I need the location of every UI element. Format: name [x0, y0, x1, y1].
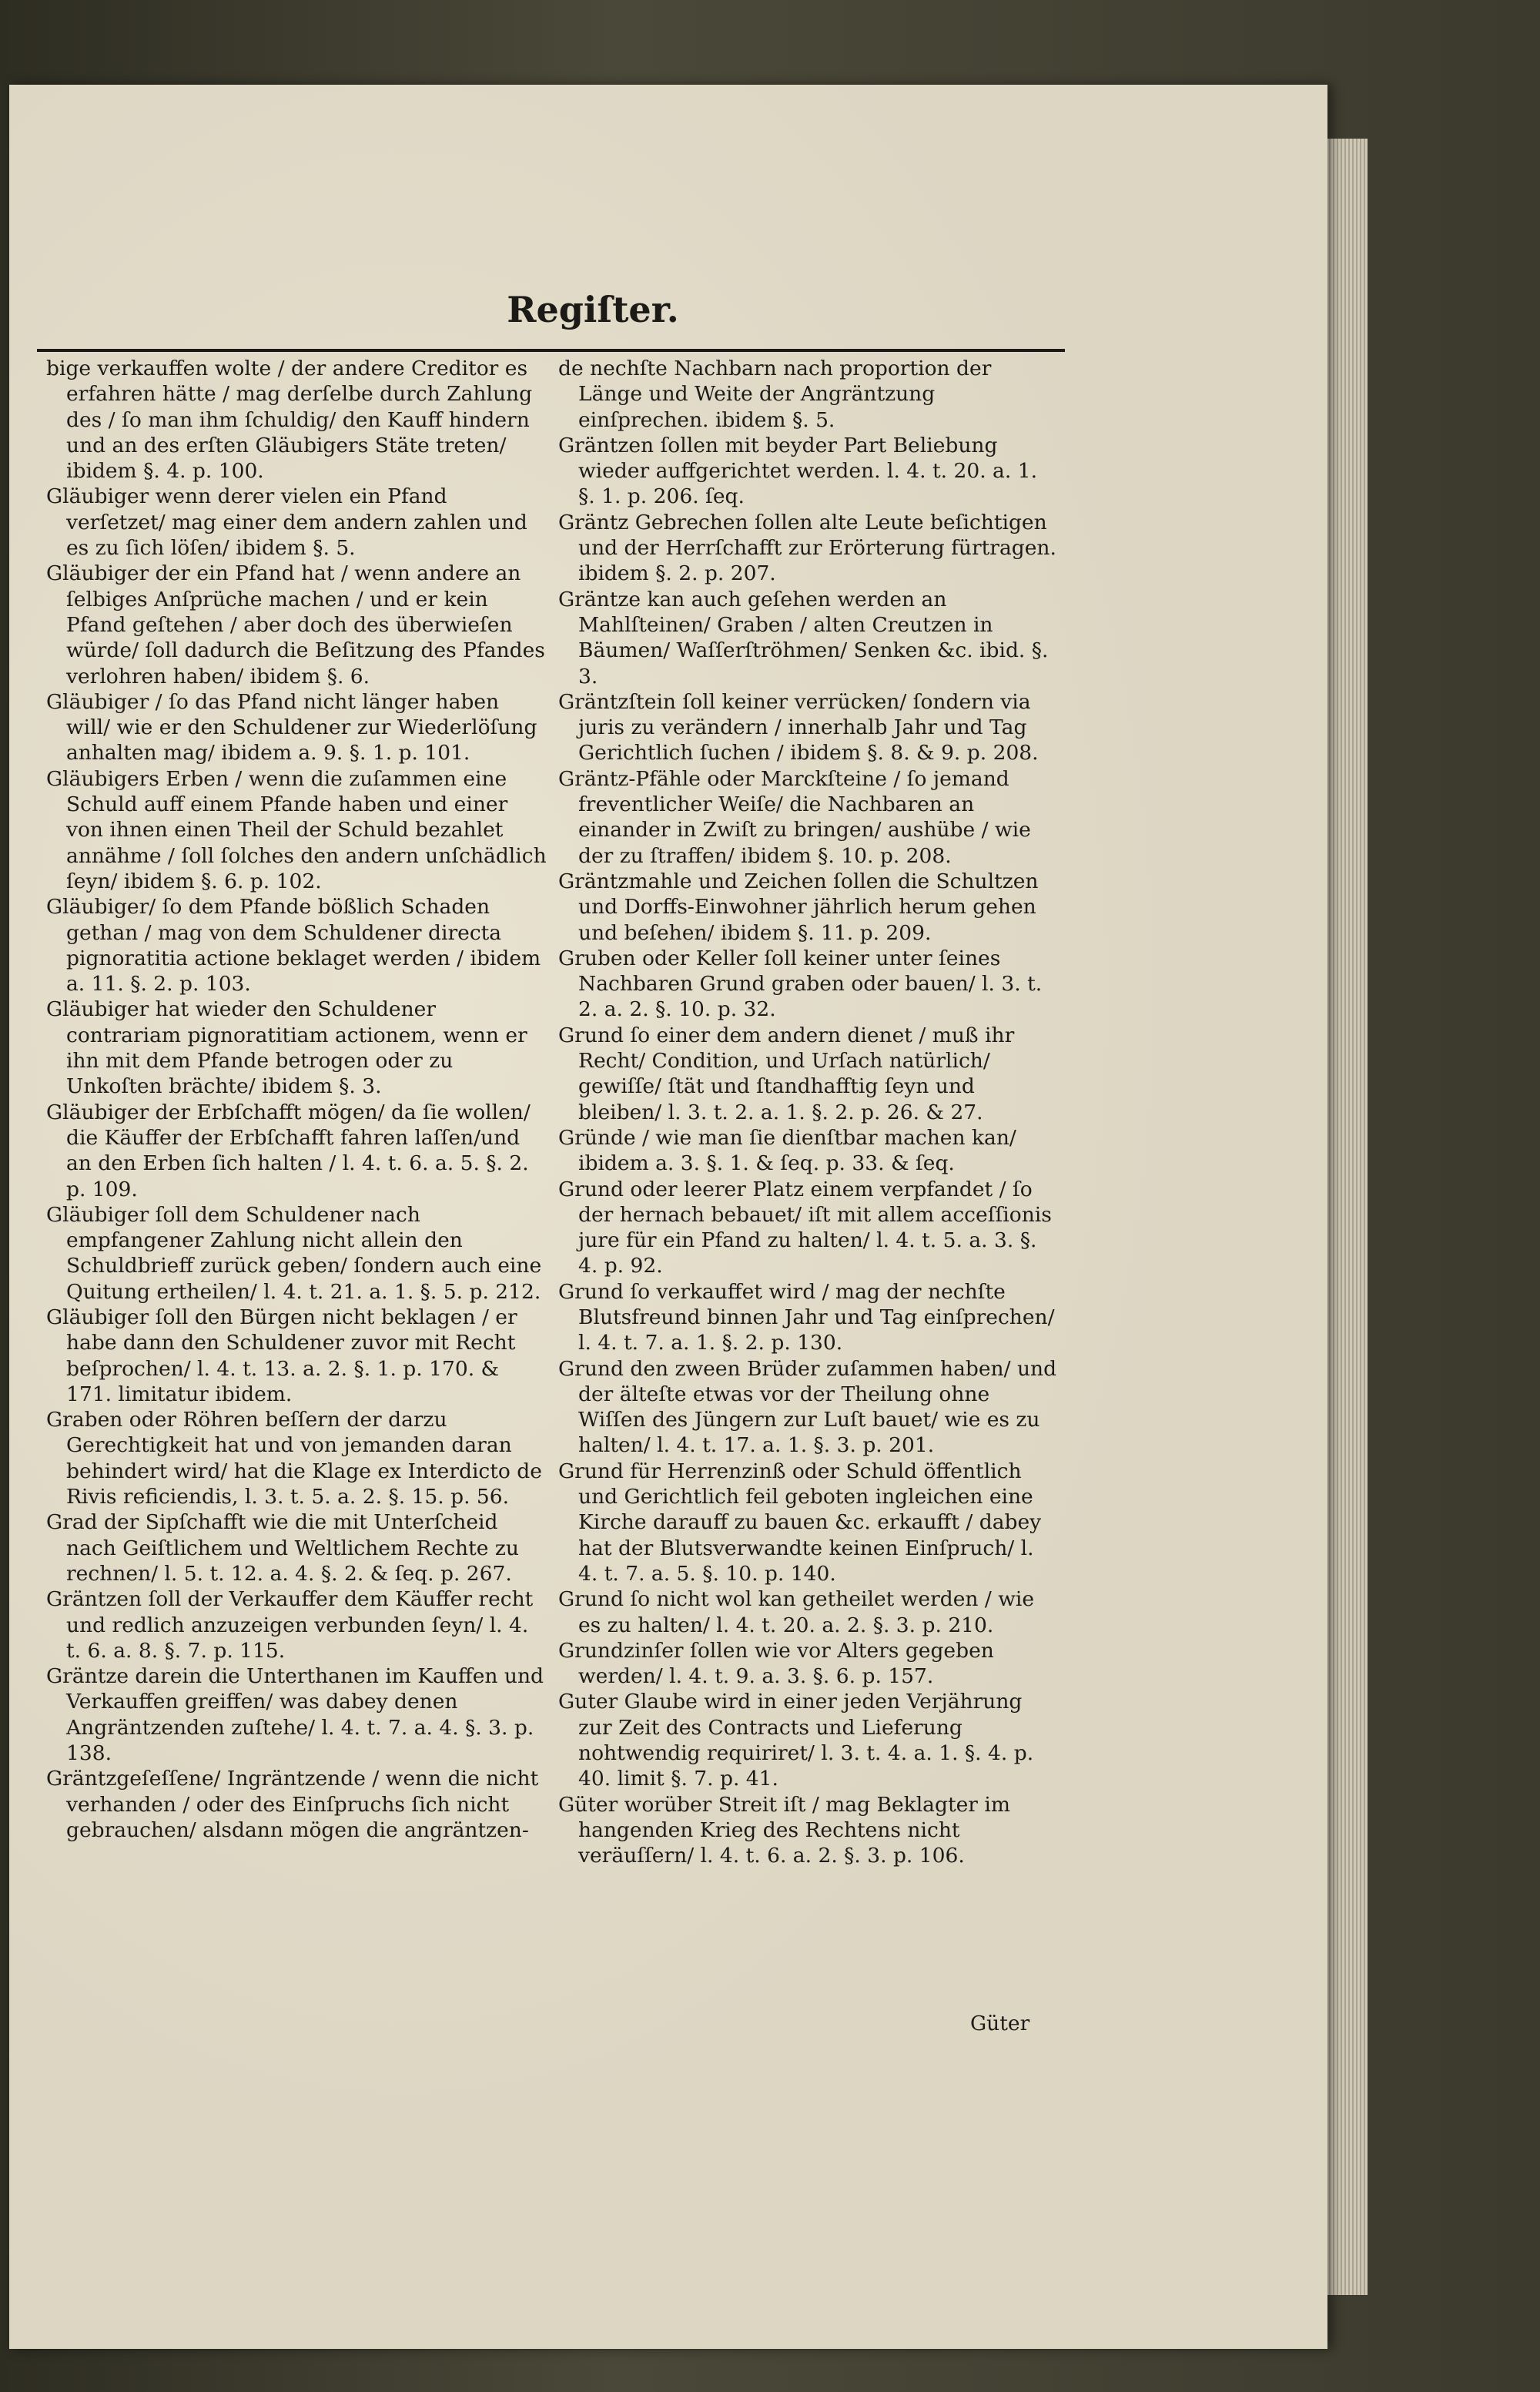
register-entry: Gräntzen ſoll der Verkauffer dem Käuffer recht und redlich anzuzeigen verbunden ſeyn/ l. 4. t. 6. a. 8. §. 7. p. 115.: [46, 1587, 534, 1663]
page-heading: Regiſter.: [507, 289, 679, 330]
register-entry: de nechſte Nachbarn nach proportion der Länge und Weite der Angräntzung einſprechen. ibidem §. 5.: [558, 357, 992, 432]
heading-rule: [37, 349, 1065, 352]
register-entry: Gläubiger der ein Pfand hat / wenn andere an ſelbiges Anſprüche machen / und er kein Pfand geſtehen / aber doch des überwieſen würde/ ſoll dadurch die Beſitzung des Pfandes verlohren haben/ ibidem §. 6.: [46, 561, 545, 688]
register-entry: Gläubigers Erben / wenn die zuſammen eine Schuld auff einem Pfande haben und einer von ihnen einen Theil der Schuld bezahlet annähme / ſoll ſolches den andern unſchädlich ſeyn/ ibidem §. 6. p. 102.: [46, 766, 547, 893]
register-entry: bige verkauffen wolte / der andere Creditor es erfahren hätte / mag derſelbe durch Zahlung des / ſo man ihm ſchuldig/ den Kauff hindern und an des erſten Gläubigers Stäte treten/ ibidem §. 4. p. 100.: [46, 357, 533, 484]
register-entry: Grund für Herrenzinß oder Schuld öffentlich und Gerichtlich feil geboten ingleichen eine Kirche darauff zu bauen &c. erkaufft / dabey hat der Blutsverwandte keinen Einſpruch/ l. 4. t. 7. a. 5. §. 10. p. 140.: [558, 1459, 1042, 1586]
register-entry: Gläubiger der Erbſchafft mögen/ da ſie wollen/ die Käuffer der Erbſchafft fahren laſſen/und an den Erben ſich halten / l. 4. t. 6. a. 5. §. 2. p. 109.: [46, 1100, 531, 1201]
register-entry: Gräntzen ſollen mit beyder Part Beliebung wieder auffgerichtet werden. l. 4. t. 20. a. 1. §. 1. p. 206. ſeq.: [558, 433, 1037, 509]
register-entry: Grund ſo nicht wol kan getheilet werden / wie es zu halten/ l. 4. t. 20. a. 2. §. 3. p. 210.: [558, 1587, 1035, 1637]
register-entry: Grund ſo verkauffet wird / mag der nechſte Blutsfreund binnen Jahr und Tag einſprechen/ l. 4. t. 7. a. 1. §. 2. p. 130.: [558, 1279, 1055, 1355]
register-entry: Grund den zween Brüder zuſammen haben/ und der älteſte etwas vor der Theilung ohne Wiſſen des Jüngern zur Luſt bauet/ wie es zu halten/ l. 4. t. 17. a. 1. §. 3. p. 201.: [558, 1356, 1057, 1458]
register-entry: Gräntzgeſeſſene/ Ingräntzende / wenn die nicht verhanden / oder des Einſpruchs ſich nicht gebrauchen/ alsdann mögen die angräntzen-: [46, 1767, 539, 1842]
register-entry: Gräntz-Pfähle oder Marckſteine / ſo jemand freventlicher Weiſe/ die Nachbaren an einander in Zwiſt zu bringen/ aushübe / wie der zu ſtraffen/ ibidem §. 10. p. 208.: [558, 766, 1031, 868]
register-entry: Grund ſo einer dem andern dienet / muß ihr Recht/ Condition, und Urſach natürlich/ gewiſſe/ ſtät und ſtandhafftig ſeyn und bleiben/ l. 3. t. 2. a. 1. §. 2. p. 26. & 27.: [558, 1023, 1015, 1124]
register-entry: Gräntzſtein ſoll keiner verrücken/ ſondern via juris zu verändern / innerhalb Jahr und Tag Gerichtlich ſuchen / ibidem §. 8. & 9. p. 208.: [558, 689, 1039, 766]
register-entry: Gläubiger hat wieder den Schuldener contrariam pignoratitiam actionem, wenn er ihn mit dem Pfande betrogen oder zu Unkoſten brächte/ ibidem §. 3.: [46, 997, 527, 1099]
register-entry: Güter worüber Streit iſt / mag Beklagter im hangenden Krieg des Rechtens nicht veräuſſern/ l. 4. t. 6. a. 2. §. 3. p. 106.: [558, 1792, 1010, 1868]
register-entry: Gräntze kan auch geſehen werden an Mahlſteinen/ Graben / alten Creutzen in Bäumen/ Waſſerſtröhmen/ Senken &c. ibid. §. 3.: [558, 587, 1049, 688]
register-entry: Gläubiger / ſo das Pfand nicht länger haben will/ wie er den Schuldener zur Wiederlöſung anhalten mag/ ibidem a. 9. §. 1. p. 101.: [46, 689, 537, 766]
register-entry: Gläubiger ſoll den Bürgen nicht beklagen / er habe dann den Schuldener zuvor mit Recht beſprochen/ l. 4. t. 13. a. 2. §. 1. p. 170. & 171. limitatur ibidem.: [46, 1305, 517, 1406]
page-edges: [1323, 139, 1368, 2295]
register-entry: Gruben oder Keller ſoll keiner unter ſeines Nachbaren Grund graben oder bauen/ l. 3. t. 2. a. 2. §. 10. p. 32.: [558, 946, 1043, 1022]
register-entry: Guter Glaube wird in einer jeden Verjährung zur Zeit des Contracts und Lieferung nohtwendig requiriret/ l. 3. t. 4. a. 1. §. 4. p. 40. limit §. 7. p. 41.: [558, 1690, 1034, 1791]
register-entry: Gläubiger/ ſo dem Pfande bößlich Schaden gethan / mag von dem Schuldener directa pignoratitia actione beklaget werden / ibidem a. 11. §. 2. p. 103.: [46, 895, 541, 997]
right-column: [558, 356, 1059, 1869]
left-column: [46, 356, 547, 1843]
register-entry: Gläubiger ſoll dem Schuldener nach empfangener Zahlung nicht allein den Schuldbrieff zurück geben/ ſondern auch eine Quitung ertheilen/ l. 4. t. 21. a. 1. §. 5. p. 212.: [46, 1202, 542, 1304]
register-entry: Grad der Sipſchafft wie die mit Unterſcheid nach Geiſtlichem und Weltlichem Rechte zu rechnen/ l. 5. t. 12. a. 4. §. 2. & ſeq. p. 267.: [46, 1510, 519, 1586]
register-entry: Gräntze darein die Unterthanen im Kauffen und Verkauffen greiffen/ was dabey denen Angräntzenden zuſtehe/ l. 4. t. 7. a. 4. §. 3. p. 138.: [46, 1664, 544, 1766]
register-entry: Gläubiger wenn derer vielen ein Pfand verſetzet/ mag einer dem andern zahlen und es zu ſich löſen/ ibidem §. 5.: [46, 484, 527, 561]
catchword: Güter: [970, 2012, 1030, 2035]
register-entry: Gräntz Gebrechen ſollen alte Leute beſichtigen und der Herrſchafft zur Erörterung fürtragen. ibidem §. 2. p. 207.: [558, 510, 1056, 586]
register-entry: Graben oder Röhren beſſern der darzu Gerechtigkeit hat und von jemanden daran behindert wird/ hat die Klage ex Interdicto de Rivis reficiendis, l. 3. t. 5. a. 2. §. 15. p. 56.: [46, 1408, 542, 1509]
register-entry: Grund oder leerer Platz einem verpfandet / ſo der hernach bebauet/ iſt mit allem acceſſionis jure für ein Pfand zu halten/ l. 4. t. 5. a. 3. §. 4. p. 92.: [558, 1177, 1052, 1278]
register-entry: Grundzinſer ſollen wie vor Alters gegeben werden/ l. 4. t. 9. a. 3. §. 6. p. 157.: [558, 1638, 994, 1689]
register-entry: Gräntzmahle und Zeichen ſollen die Schultzen und Dorffs-Einwohner jährlich herum gehen und beſehen/ ibidem §. 11. p. 209.: [558, 869, 1039, 945]
register-entry: Gründe / wie man ſie dienſtbar machen kan/ ibidem a. 3. §. 1. & ſeq. p. 33. & ſeq.: [558, 1125, 1016, 1176]
